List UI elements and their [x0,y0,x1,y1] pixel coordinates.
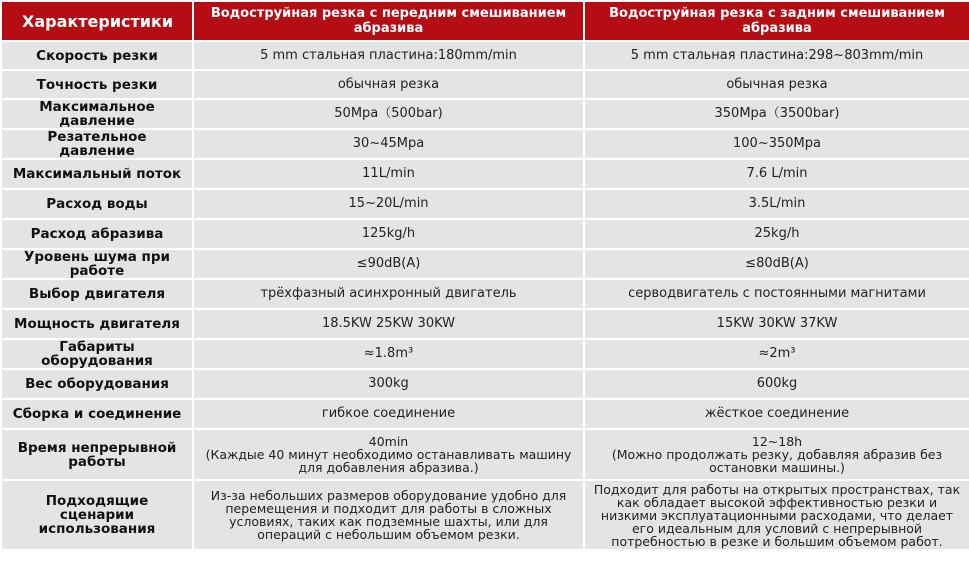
rear-value: серводвигатель с постоянными магнитами [585,280,969,308]
row-label: Вес оборудования [2,370,192,398]
rear-value: 350Mpa（3500bar) [585,100,969,128]
front-value: 18.5KW 25KW 30KW [194,310,583,338]
table-row [2,340,969,368]
table-row-continuous-operation [2,430,969,479]
row-label: Точность резки [2,71,192,98]
front-value: 30~45Mpa [194,130,583,158]
table-row [2,42,969,69]
header-characteristics: Характеристики [2,2,192,40]
front-value [194,430,583,479]
row-label: Мощность двигателя [2,310,192,338]
header-front-mixing: Водоструйная резка с передним смешиванием абразива [194,2,583,40]
row-label: Подходящие сценарии использования [2,481,192,549]
table-row [2,160,969,188]
front-duration: 40min [368,434,409,449]
rear-value: 5 mm стальная пластина:298~803mm/min [585,42,969,69]
row-label: Выбор двигателя [2,280,192,308]
rear-value [585,430,969,479]
front-value: 50Mpa（500bar) [194,100,583,128]
row-label: Максимальное давление [2,100,192,128]
header-row [2,2,969,40]
header-rear-mixing: Водоструйная резка с задним смешиванием абразива [585,2,969,40]
row-label: Уровень шума при работе [2,250,192,278]
table-row [2,100,969,128]
row-label: Сборка и соединение [2,400,192,428]
front-value: ≤90dB(A) [194,250,583,278]
front-value: 125kg/h [194,220,583,248]
rear-value: ≈2m³ [585,340,969,368]
table-row [2,220,969,248]
table-row [2,400,969,428]
front-value: трёхфазный асинхронный двигатель [194,280,583,308]
table-row [2,250,969,278]
front-value: 15~20L/min [194,190,583,218]
row-label: Габариты оборудования [2,340,192,368]
rear-value: ≤80dB(A) [585,250,969,278]
row-label: Расход воды [2,190,192,218]
table-row [2,71,969,98]
rear-value: 600kg [585,370,969,398]
table-row [2,370,969,398]
table-row [2,310,969,338]
front-value: 5 mm стальная пластина:180mm/min [194,42,583,69]
rear-duration-note: (Можно продолжать резку, добавляя абразив без остановки машины.) [611,447,943,475]
row-label: Резательное давление [2,130,192,158]
rear-value: обычная резка [585,71,969,98]
rear-value: 3.5L/min [585,190,969,218]
front-value: ≈1.8m³ [194,340,583,368]
rear-value: 15KW 30KW 37KW [585,310,969,338]
table-row [2,130,969,158]
front-value: 11L/min [194,160,583,188]
rear-value: Подходит для работы на открытых пространствах, так как обладает высокой эффективностью резки и низкими эксплуатационными расходами, что делает его идеальным для условий с непрерывной потребностью в резке и большим объемом работ. [585,481,969,549]
table-row [2,190,969,218]
table-row [2,280,969,308]
rear-duration: 12~18h [751,434,803,449]
front-value: Из-за небольших размеров оборудование удобно для перемещения и подходит для работы в сложных условиях, таких как подземные шахты, или для операций с небольшим объемом резки. [194,481,583,549]
row-label: Время непрерывной работы [2,430,192,479]
rear-value: 7.6 L/min [585,160,969,188]
row-label: Максимальный поток [2,160,192,188]
rear-value: 100~350Mpa [585,130,969,158]
row-label: Расход абразива [2,220,192,248]
table-row-usage-scenarios [2,481,969,549]
rear-value: 25kg/h [585,220,969,248]
front-duration-note: (Каждые 40 минут необходимо останавливать машину для добавления абразива.) [205,447,572,475]
front-value: обычная резка [194,71,583,98]
row-label: Скорость резки [2,42,192,69]
front-value: 300kg [194,370,583,398]
front-value: гибкое соединение [194,400,583,428]
rear-value: жёсткое соединение [585,400,969,428]
